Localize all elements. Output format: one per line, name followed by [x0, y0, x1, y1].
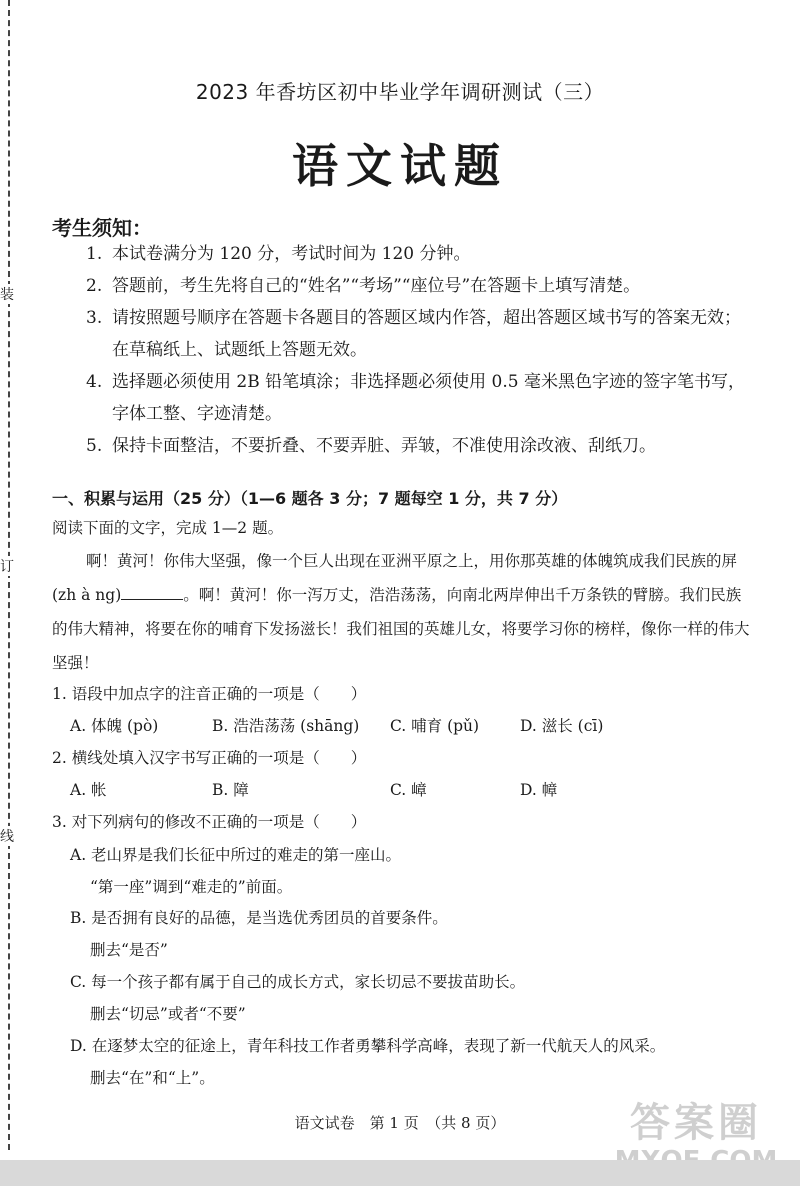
watermark-logo-text: 答案圈 — [630, 1100, 762, 1146]
q2-option-d: D. 幛 — [520, 781, 558, 799]
notice-item-text: 选择题必须使用 2B 铅笔填涂；非选择题必须使用 0.5 毫米黑色字迹的签字笔书写，字体工整、字迹清楚。 — [112, 372, 745, 424]
notice-item-number: 5. — [86, 436, 103, 456]
notice-heading: 考生须知： — [52, 216, 152, 240]
q3-option-c-fix: 删去“切忌”或者“不要” — [90, 1005, 246, 1023]
q3-option-b: B. 是否拥有良好的品德，是当选优秀团员的首要条件。 — [70, 909, 448, 927]
q1-option-a: A. 体魄 (pò) — [70, 717, 159, 735]
q3-option-b-fix: 删去“是否” — [90, 941, 168, 959]
notice-item — [86, 238, 746, 270]
q3-option-a: A. 老山界是我们长征中所过的难走的第一座山。 — [70, 846, 402, 864]
question-2-stem: 2. 横线处填入汉字书写正确的一项是（ ） — [52, 749, 367, 767]
notice-item — [86, 302, 746, 366]
notice-item-text: 答题前，考生先将自己的“姓名”“考场”“座位号”在答题卡上填写清楚。 — [112, 276, 641, 296]
binding-mark-ding: 订 — [0, 556, 14, 576]
notice-item-number: 3. — [86, 308, 103, 328]
passage-text: 啊！黄河！你伟大坚强，像一个巨人出现在亚洲平原之上，用你那英雄的体魄筑成我们民族的屏 (zh à ng) — [52, 552, 738, 604]
reading-instruction: 阅读下面的文字，完成 1—2 题。 — [52, 519, 284, 537]
q1-option-b: B. 浩浩荡荡 (shāng) — [212, 717, 360, 735]
notice-item-text: 保持卡面整洁，不要折叠、不要弄脏、弄皱，不准使用涂改液、刮纸刀。 — [112, 436, 656, 456]
q2-option-c: C. 嶂 — [390, 781, 427, 799]
question-1-stem: 1. 语段中加点字的注音正确的一项是（ ） — [52, 685, 367, 703]
q2-option-b: B. 障 — [212, 781, 249, 799]
q3-option-a-fix: “第一座”调到“难走的”前面。 — [90, 878, 293, 896]
passage — [52, 544, 752, 680]
binding-mark-xian: 线 — [0, 826, 14, 846]
notice-item — [86, 270, 746, 302]
q1-option-c: C. 哺育 (pǔ) — [390, 717, 480, 735]
notice-item-number: 2. — [86, 276, 103, 296]
question-3-stem: 3. 对下列病句的修改不正确的一项是（ ） — [52, 813, 367, 831]
bottom-bar — [0, 1160, 800, 1186]
q2-option-a: A. 帐 — [70, 781, 107, 799]
page-footer: 语文试卷 第 1 页 （共 8 页） — [294, 1114, 506, 1132]
notice-item-number: 1. — [86, 244, 103, 264]
notice-item — [86, 366, 746, 430]
exam-title: 语文试题 — [292, 139, 508, 193]
notice-item — [86, 430, 746, 462]
exam-subtitle: 2023 年香坊区初中毕业学年调研测试（三） — [195, 80, 605, 104]
notice-item-text: 请按照题号顺序在答题卡各题目的答题区域内作答，超出答题区域书写的答案无效；在草稿纸上、试题纸上答题无效。 — [112, 308, 741, 360]
section-heading: 一、积累与运用（25 分）（1—6 题各 3 分；7 题每空 1 分，共 7 分） — [52, 489, 568, 508]
passage-text: 。啊！黄河！你一泻万丈，浩浩荡荡，向南北两岸伸出千万条铁的臂膀。我们民族的伟大精神，将要在你的哺育下发扬滋长！我们祖国的英雄儿女，将要学习你的榜样，像你一样的伟大坚强！ — [52, 586, 750, 672]
q3-option-d: D. 在逐梦太空的征途上，青年科技工作者勇攀科学高峰，表现了新一代航天人的风采。 — [70, 1037, 666, 1055]
q3-option-c: C. 每一个孩子都有属于自己的成长方式，家长切忌不要拔苗助长。 — [70, 973, 526, 991]
q3-option-d-fix: 删去“在”和“上”。 — [90, 1069, 215, 1087]
notice-item-number: 4. — [86, 372, 103, 392]
fill-blank — [121, 585, 183, 600]
binding-mark-zhuang: 装 — [0, 284, 14, 304]
q1-option-d: D. 滋长 (cī) — [520, 717, 604, 735]
notice-item-text: 本试卷满分为 120 分，考试时间为 120 分钟。 — [112, 244, 471, 264]
